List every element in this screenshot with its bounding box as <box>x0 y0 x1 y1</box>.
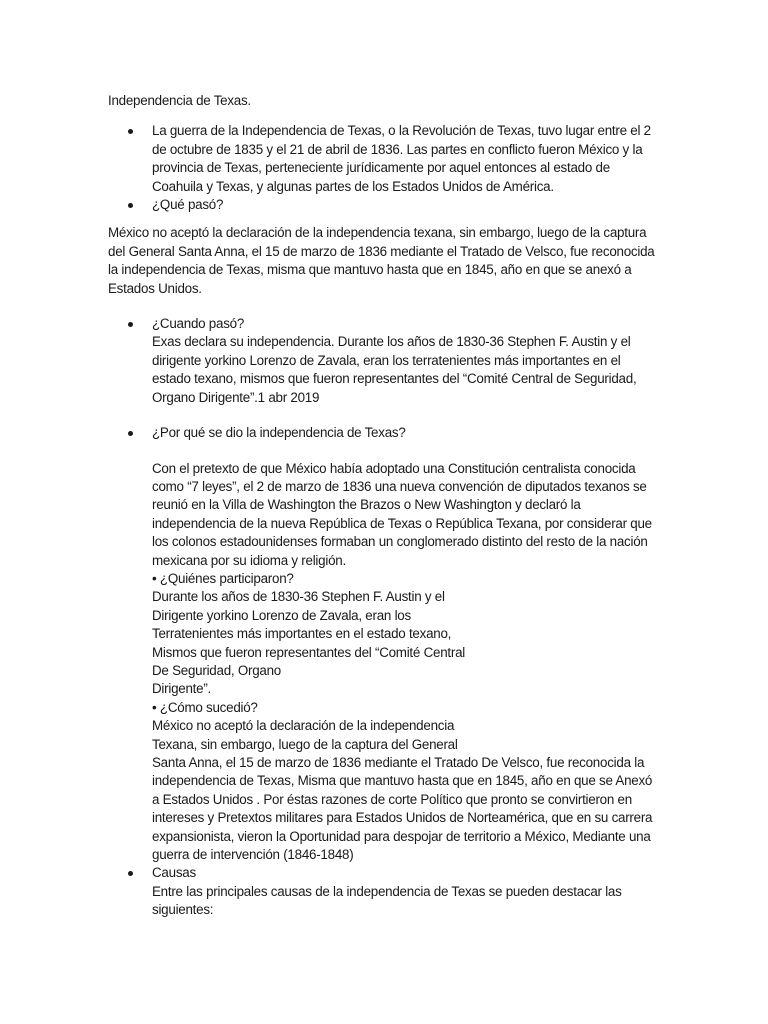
paragraph-mexico: México no aceptó la declaración de la independencia texana, sin embargo, luego de la captura del General Santa Anna, el 15 de marzo de 1836 mediante el Tratado de Velsco, fue reconocida la independencia de Texas, misma que mantuvo hasta que en 1845, año en que se anexó a Estados Unidos. <box>108 225 655 296</box>
bullet-item-causas <box>108 864 660 919</box>
bullet-icon <box>128 203 133 208</box>
como-paragraph: Santa Anna, el 15 de marzo de 1836 mediante el Tratado De Velsco, fue reconocida la independencia de Texas, Misma que mantuvo hasta que en 1845, año en que se Anexó a Estados Unidos . Por éstas razones de corte Político que pronto se convirtieron en intereses y Pretextos militares para Estados Unidos de Norteamérica, que en su carrera expansionista, vieron la Oportunidad para despojar de territorio a México, Mediante una guerra de intervención (1846-1848) <box>152 755 653 863</box>
indented-block <box>108 460 660 865</box>
bullet-heading: ¿Cuando pasó? <box>152 316 245 332</box>
quienes-line: Mismos que fueron representantes del “Comité Central <box>152 644 465 660</box>
bullet-item-que-paso <box>108 196 660 214</box>
quienes-line: Dirigente”. <box>152 681 212 697</box>
quienes-heading: • ¿Quiénes participaron? <box>152 570 294 586</box>
quienes-line: Durante los años de 1830-36 Stephen F. Austin y el <box>152 589 445 605</box>
bullet-icon <box>128 322 133 327</box>
bullet-text: ¿Por qué se dio la independencia de Texas? <box>152 425 406 441</box>
bullet-item-guerra <box>108 122 660 196</box>
bullet-text: ¿Qué pasó? <box>152 197 224 213</box>
como-line: Texana, sin embargo, luego de la captura del General <box>152 736 458 752</box>
document-page <box>108 92 660 920</box>
bullet-heading: Causas <box>152 865 196 881</box>
bullet-item-cuando-paso <box>108 315 660 407</box>
quienes-line: Terratenientes más importantes en el estado texano, <box>152 626 452 642</box>
bullet-icon <box>128 871 133 876</box>
quienes-line: De Seguridad, Organo <box>152 662 281 678</box>
paragraph-pretexto: Con el pretexto de que México había adoptado una Constitución centralista conocida como “7 leyes”, el 2 de marzo de 1836 una nueva convención de diputados texanos se reunió en la Villa de Washington the Brazos o New Washington y declaró la independencia de la nueva República de Texas o República Texana, por considerar que los colonos estadounidenses formaban un conglomerado distinto del resto de la nación mexicana por su idioma y religión. <box>152 460 652 568</box>
bullet-text: La guerra de la Independencia de Texas, o la Revolución de Texas, tuvo lugar entre el 2 de octubre de 1835 y el 21 de abril de 1836. Las partes en conflicto fueron México y la provincia de Texas, perteneciente jurídicamente por aquel entonces al estado de Coahuila y Texas, y algunas partes de los Estados Unidos de América. <box>152 123 651 194</box>
bullet-body: Entre las principales causas de la independencia de Texas se pueden destacar las siguientes: <box>152 883 622 918</box>
como-line: México no aceptó la declaración de la independencia <box>152 718 455 734</box>
como-heading: • ¿Cómo sucedió? <box>152 699 258 715</box>
quienes-line: Dirigente yorkino Lorenzo de Zavala, eran los <box>152 607 411 623</box>
document-title: Independencia de Texas. <box>108 93 251 108</box>
bullet-icon <box>128 129 133 134</box>
bullet-item-por-que <box>108 424 660 442</box>
bullet-icon <box>128 431 133 436</box>
bullet-body: Exas declara su independencia. Durante los años de 1830-36 Stephen F. Austin y el dirigente yorkino Lorenzo de Zavala, eran los terratenientes más importantes en el estado texano, mismos que fueron representantes del “Comité Central de Seguridad, Organo Dirigente”.1 abr 2019 <box>152 334 637 405</box>
